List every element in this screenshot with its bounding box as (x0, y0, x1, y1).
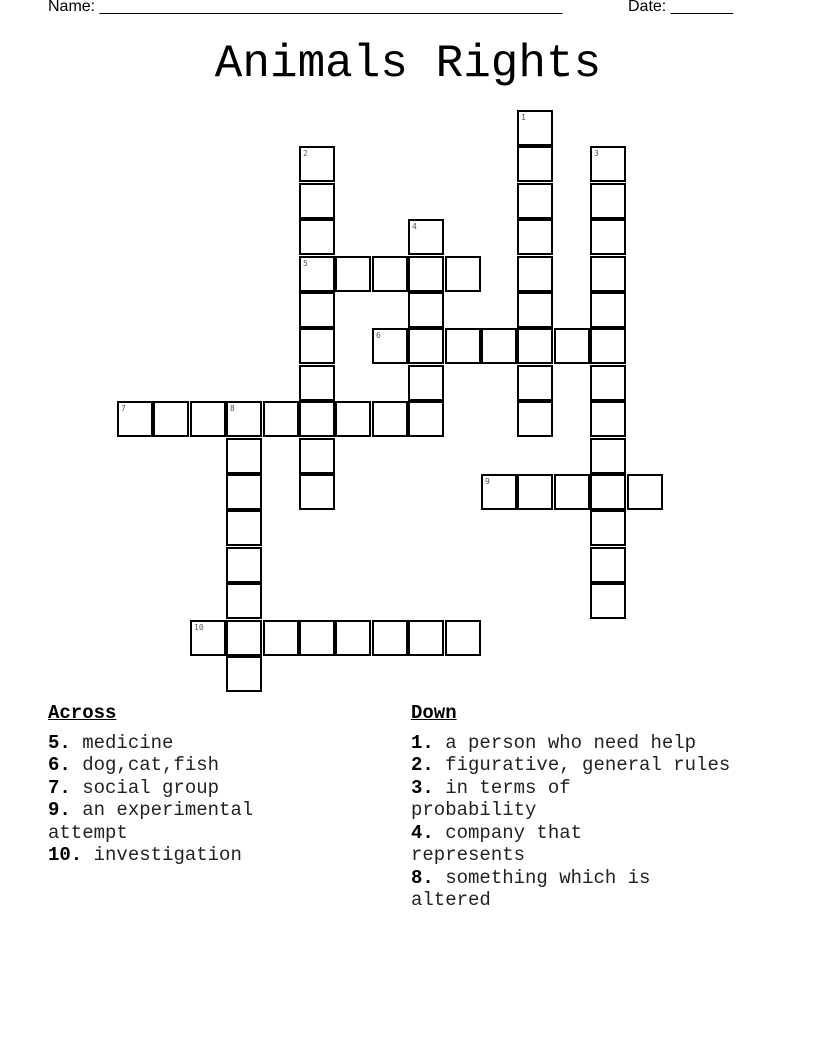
clue-number-label: 1 (521, 113, 526, 122)
crossword-cell[interactable] (408, 328, 444, 364)
clue-text: company that represents (411, 821, 583, 866)
crossword-cell[interactable] (517, 328, 553, 364)
clue-number: 4. (411, 821, 434, 844)
crossword-cell[interactable] (299, 292, 335, 328)
crossword-cell[interactable] (590, 365, 626, 401)
crossword-cell[interactable] (590, 219, 626, 255)
crossword-cell[interactable] (408, 365, 444, 401)
clue-number-label: 6 (376, 331, 381, 340)
crossword-cell[interactable] (226, 438, 262, 474)
crossword-cell[interactable] (590, 183, 626, 219)
clue-number: 3. (411, 776, 434, 799)
crossword-cell[interactable] (517, 365, 553, 401)
clue-number-label: 9 (485, 477, 490, 486)
crossword-cell[interactable] (481, 474, 517, 510)
clue-text: something which is altered (411, 866, 651, 911)
clue-text: dog,cat,fish (82, 754, 220, 776)
crossword-cell[interactable] (408, 401, 444, 437)
crossword-cell[interactable] (299, 328, 335, 364)
clue-number: 5. (48, 731, 71, 754)
clue-text: figurative, general rules (445, 754, 731, 776)
clue-item (48, 799, 308, 844)
clue-number: 6. (48, 754, 71, 776)
across-heading: Across (48, 702, 117, 724)
clue-number: 2. (411, 754, 434, 776)
crossword-cell[interactable] (517, 474, 553, 510)
crossword-cell[interactable] (590, 328, 626, 364)
crossword-cell[interactable] (590, 401, 626, 437)
crossword-cell[interactable] (153, 401, 189, 437)
clue-number-label: 3 (594, 149, 599, 158)
crossword-cell[interactable] (590, 146, 626, 182)
crossword-cell[interactable] (226, 401, 262, 437)
crossword-cell[interactable] (517, 146, 553, 182)
crossword-cell[interactable] (299, 219, 335, 255)
down-heading: Down (411, 702, 457, 724)
crossword-cell[interactable] (226, 474, 262, 510)
name-line: Name: ____________________________________________________ (48, 0, 563, 15)
clue-number: 10. (48, 844, 83, 866)
crossword-cell[interactable] (299, 365, 335, 401)
date-line: Date: _______ (628, 0, 733, 15)
crossword-cell[interactable] (335, 256, 371, 292)
crossword-cell[interactable] (226, 620, 262, 656)
crossword-cell[interactable] (517, 292, 553, 328)
crossword-cell[interactable] (408, 256, 444, 292)
crossword-cell[interactable] (517, 183, 553, 219)
clue-item (411, 822, 671, 867)
crossword-cell[interactable] (481, 328, 517, 364)
crossword-cell[interactable] (517, 219, 553, 255)
crossword-cell[interactable] (372, 256, 408, 292)
crossword-cell[interactable] (190, 620, 226, 656)
crossword-cell[interactable] (226, 547, 262, 583)
clue-number: 8. (411, 866, 434, 889)
crossword-cell[interactable] (517, 401, 553, 437)
clue-item (48, 777, 398, 800)
clue-text: investigation (93, 844, 242, 866)
clue-number-label: 2 (303, 149, 308, 158)
crossword-cell[interactable] (226, 510, 262, 546)
crossword-cell[interactable] (590, 583, 626, 619)
clue-text: an experimental attempt (48, 799, 254, 844)
crossword-cell[interactable] (263, 620, 299, 656)
crossword-cell[interactable] (263, 401, 299, 437)
crossword-cell[interactable] (554, 474, 590, 510)
crossword-cell[interactable] (590, 510, 626, 546)
crossword-cell[interactable] (117, 401, 153, 437)
crossword-cell[interactable] (445, 256, 481, 292)
crossword-cell[interactable] (299, 438, 335, 474)
clue-text: in terms of probability (411, 776, 571, 821)
crossword-cell[interactable] (372, 328, 408, 364)
crossword-cell[interactable] (590, 256, 626, 292)
crossword-cell[interactable] (335, 401, 371, 437)
page-title: Animals Rights (214, 38, 602, 90)
clue-number-label: 4 (412, 222, 417, 231)
crossword-cell[interactable] (590, 547, 626, 583)
crossword-cell[interactable] (299, 401, 335, 437)
clue-number-label: 10 (194, 623, 204, 632)
crossword-cell[interactable] (299, 620, 335, 656)
crossword-cell[interactable] (372, 401, 408, 437)
crossword-cell[interactable] (590, 438, 626, 474)
crossword-cell[interactable] (445, 620, 481, 656)
crossword-cell[interactable] (226, 656, 262, 692)
clue-item (411, 867, 731, 912)
down-clues (411, 702, 761, 912)
crossword-cell[interactable] (408, 620, 444, 656)
clue-item (48, 754, 398, 777)
crossword-cell[interactable] (335, 620, 371, 656)
clue-text: a person who need help (445, 731, 697, 754)
crossword-cell[interactable] (299, 474, 335, 510)
clue-number-label: 7 (121, 404, 126, 413)
crossword-cell[interactable] (372, 620, 408, 656)
crossword-cell[interactable] (408, 219, 444, 255)
crossword-cell[interactable] (226, 583, 262, 619)
clue-item (411, 754, 761, 777)
crossword-cell[interactable] (590, 474, 626, 510)
clue-number: 7. (48, 776, 71, 799)
crossword-cell[interactable] (517, 110, 553, 146)
clue-text: social group (82, 776, 220, 799)
crossword-cell[interactable] (627, 474, 663, 510)
clue-item (411, 777, 671, 822)
clue-item (48, 844, 398, 867)
clue-number-label: 8 (230, 404, 235, 413)
across-clues (48, 702, 398, 867)
crossword-cell[interactable] (299, 146, 335, 182)
crossword-cell[interactable] (445, 328, 481, 364)
crossword-cell[interactable] (517, 256, 553, 292)
clue-number: 9. (48, 799, 71, 821)
clue-number: 1. (411, 731, 434, 754)
crossword-cell[interactable] (408, 292, 444, 328)
clue-number-label: 5 (303, 259, 308, 268)
clue-text: medicine (82, 731, 174, 754)
crossword-cell[interactable] (554, 328, 590, 364)
clue-item (411, 732, 761, 755)
crossword-cell[interactable] (190, 401, 226, 437)
crossword-cell[interactable] (299, 256, 335, 292)
crossword-cell[interactable] (299, 183, 335, 219)
crossword-cell[interactable] (590, 292, 626, 328)
clue-item (48, 732, 398, 755)
